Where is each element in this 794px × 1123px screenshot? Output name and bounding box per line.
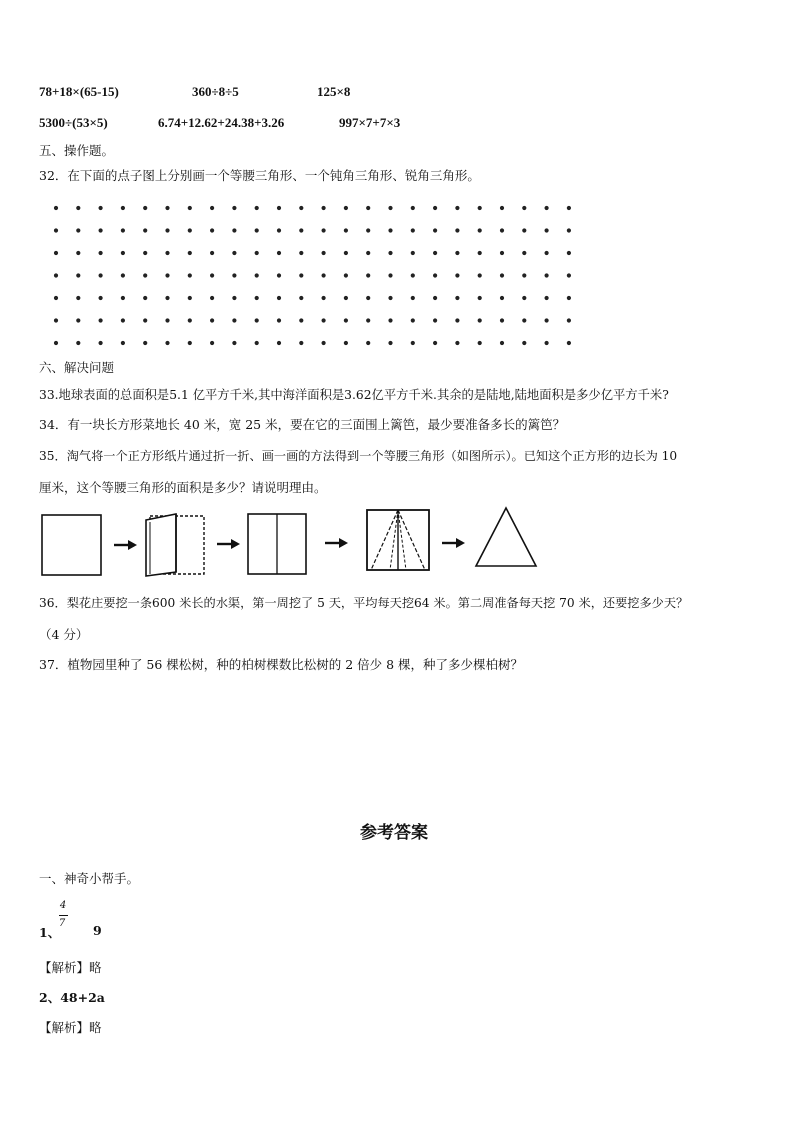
- question-35-line-1: 35．淘气将一个正方形纸片通过折一折、画一画的方法得到一个等腰三角形（如图所示）。已知这个正方形的边长为 10: [39, 449, 678, 463]
- grid-dot: [545, 251, 549, 255]
- grid-dot: [344, 296, 348, 300]
- grid-dot: [165, 273, 169, 277]
- grid-dot: [366, 318, 370, 322]
- grid-dot: [54, 251, 58, 255]
- grid-dot: [478, 273, 482, 277]
- grid-dot: [121, 318, 125, 322]
- grid-dot: [76, 296, 80, 300]
- grid-dot: [299, 273, 303, 277]
- grid-dot: [388, 318, 392, 322]
- grid-dot: [322, 318, 326, 322]
- grid-dot: [366, 296, 370, 300]
- grid-dot: [299, 206, 303, 210]
- grid-dot: [232, 273, 236, 277]
- grid-dot: [54, 228, 58, 232]
- grid-dot: [255, 273, 259, 277]
- grid-dot: [411, 341, 415, 345]
- grid-dot: [455, 341, 459, 345]
- fraction-bar: [59, 915, 68, 916]
- grid-dot: [188, 296, 192, 300]
- grid-dot: [299, 296, 303, 300]
- grid-dot: [165, 318, 169, 322]
- grid-dot: [121, 296, 125, 300]
- grid-dot: [210, 341, 214, 345]
- grid-dot: [299, 318, 303, 322]
- grid-dot: [54, 341, 58, 345]
- arrow-icon: [442, 538, 465, 548]
- grid-dot: [143, 228, 147, 232]
- grid-dot: [411, 228, 415, 232]
- grid-dot: [522, 273, 526, 277]
- grid-dot: [455, 206, 459, 210]
- grid-dot: [478, 228, 482, 232]
- grid-dot: [188, 341, 192, 345]
- grid-dot: [76, 341, 80, 345]
- grid-dot: [143, 341, 147, 345]
- grid-dot: [344, 273, 348, 277]
- grid-dot: [210, 251, 214, 255]
- grid-dot: [433, 341, 437, 345]
- grid-dot: [76, 273, 80, 277]
- grid-dot: [165, 251, 169, 255]
- grid-dot: [567, 341, 571, 345]
- question-34: 34．有一块长方形菜地长 40 米，宽 25 米，要在它的三面围上篱笆，最少要准备多长的篱笆？: [39, 417, 566, 432]
- grid-dot: [277, 228, 281, 232]
- grid-dot: [455, 251, 459, 255]
- calc-item-1: 78+18×(65-15): [39, 84, 119, 99]
- grid-dot: [188, 228, 192, 232]
- section-heading-solve: 六、解决问题: [39, 360, 115, 375]
- grid-dot: [433, 273, 437, 277]
- arrow-icon: [217, 539, 240, 549]
- grid-dot: [500, 318, 504, 322]
- grid-dot: [232, 318, 236, 322]
- grid-dot: [388, 273, 392, 277]
- calc-item-2: 360÷8÷5: [192, 84, 239, 99]
- grid-dot: [344, 318, 348, 322]
- grid-dot: [455, 318, 459, 322]
- grid-dot: [121, 341, 125, 345]
- grid-dot: [567, 228, 571, 232]
- question-32: 32．在下面的点子图上分别画一个等腰三角形、一个钝角三角形、锐角三角形。: [39, 168, 480, 183]
- grid-dot: [478, 318, 482, 322]
- grid-dot: [500, 251, 504, 255]
- grid-dot: [299, 341, 303, 345]
- arrow-icon: [114, 540, 137, 550]
- grid-dot: [188, 318, 192, 322]
- grid-dot: [322, 273, 326, 277]
- grid-dot: [165, 206, 169, 210]
- grid-dot: [411, 251, 415, 255]
- grid-dot: [143, 273, 147, 277]
- grid-dot: [411, 273, 415, 277]
- grid-dot: [567, 318, 571, 322]
- question-33: 33.地球表面的总面积是5.1 亿平方千米,其中海洋面积是3.62亿平方千米.其余的是陆地,陆地面积是多少亿平方千米?: [39, 388, 669, 402]
- grid-dot: [277, 341, 281, 345]
- grid-dot: [433, 296, 437, 300]
- grid-dot: [411, 296, 415, 300]
- grid-dot: [522, 228, 526, 232]
- grid-dot: [121, 251, 125, 255]
- answer-1-value: 9: [93, 923, 102, 938]
- grid-dot: [277, 251, 281, 255]
- grid-dot: [54, 206, 58, 210]
- grid-dot: [188, 206, 192, 210]
- grid-dot: [210, 228, 214, 232]
- square-paper: [42, 515, 101, 575]
- grid-dot: [232, 206, 236, 210]
- grid-dot: [76, 228, 80, 232]
- grid-dot: [76, 206, 80, 210]
- answer-section-1: 一、神奇小帮手。: [39, 871, 140, 886]
- grid-dot: [433, 318, 437, 322]
- answers-title: 参考答案: [360, 823, 428, 843]
- answer-1-explanation: 【解析】略: [39, 960, 102, 975]
- grid-dot: [143, 251, 147, 255]
- grid-dot: [99, 228, 103, 232]
- grid-dot: [545, 318, 549, 322]
- grid-dot: [366, 228, 370, 232]
- grid-dot: [255, 318, 259, 322]
- grid-dot: [545, 273, 549, 277]
- grid-dot: [277, 296, 281, 300]
- grid-dot: [522, 296, 526, 300]
- grid-dot: [322, 228, 326, 232]
- grid-dot: [478, 296, 482, 300]
- grid-dot: [344, 251, 348, 255]
- calc-item-6: 997×7+7×3: [339, 115, 401, 130]
- grid-dot: [121, 273, 125, 277]
- fraction-denominator: 7: [58, 918, 66, 929]
- grid-dot: [500, 206, 504, 210]
- grid-dot: [433, 206, 437, 210]
- grid-dot: [545, 296, 549, 300]
- grid-dot: [545, 206, 549, 210]
- grid-dot: [366, 341, 370, 345]
- paper-with-triangle: [367, 510, 429, 570]
- grid-dot: [388, 228, 392, 232]
- grid-dot: [366, 206, 370, 210]
- fraction-numerator: 4: [59, 900, 67, 911]
- grid-dot: [232, 341, 236, 345]
- grid-dot: [411, 206, 415, 210]
- grid-dot: [210, 318, 214, 322]
- answer-2-explanation: 【解析】略: [39, 1020, 102, 1035]
- grid-dot: [255, 341, 259, 345]
- grid-dot: [500, 296, 504, 300]
- grid-dot: [388, 296, 392, 300]
- question-35-line-2: 厘米，这个等腰三角形的面积是多少？请说明理由。: [39, 480, 327, 495]
- grid-dot: [567, 206, 571, 210]
- grid-dot: [54, 296, 58, 300]
- grid-dot: [344, 228, 348, 232]
- question-36-line-2: （4 分）: [39, 627, 89, 642]
- grid-dot: [500, 341, 504, 345]
- grid-dot: [455, 228, 459, 232]
- grid-dot: [478, 206, 482, 210]
- folding-paper: [146, 514, 204, 576]
- calc-item-5: 6.74+12.62+24.38+3.26: [158, 115, 285, 130]
- grid-dot: [344, 341, 348, 345]
- grid-dot: [545, 341, 549, 345]
- grid-dot: [455, 273, 459, 277]
- grid-dot: [322, 206, 326, 210]
- grid-dot: [210, 206, 214, 210]
- grid-dot: [188, 251, 192, 255]
- grid-dot: [567, 273, 571, 277]
- folding-figure: [0, 500, 794, 585]
- arrow-icon: [325, 538, 348, 548]
- grid-dot: [567, 251, 571, 255]
- isosceles-triangle: [476, 508, 536, 566]
- grid-dot: [165, 341, 169, 345]
- grid-dot: [76, 251, 80, 255]
- question-36-line-1: 36．梨花庄要挖一条600 米长的水渠，第一周挖了 5 天，平均每天挖64 米。第二周准备每天挖 70 米，还要挖多少天？: [39, 596, 689, 610]
- grid-dot: [545, 228, 549, 232]
- grid-dot: [433, 228, 437, 232]
- grid-dot: [232, 228, 236, 232]
- grid-dot: [255, 251, 259, 255]
- grid-dot: [478, 251, 482, 255]
- grid-dot: [388, 251, 392, 255]
- grid-dot: [277, 318, 281, 322]
- grid-dot: [54, 273, 58, 277]
- grid-dot: [121, 206, 125, 210]
- grid-dot: [76, 318, 80, 322]
- creased-paper: [248, 514, 306, 574]
- grid-dot: [567, 296, 571, 300]
- grid-dot: [255, 296, 259, 300]
- grid-dot: [99, 251, 103, 255]
- grid-dot: [388, 341, 392, 345]
- grid-dot: [455, 296, 459, 300]
- grid-dot: [388, 206, 392, 210]
- grid-dot: [522, 318, 526, 322]
- grid-dot: [433, 251, 437, 255]
- grid-dot: [143, 206, 147, 210]
- grid-dot: [500, 228, 504, 232]
- calc-item-4: 5300÷(53×5): [39, 115, 108, 130]
- grid-dot: [232, 296, 236, 300]
- grid-dot: [277, 273, 281, 277]
- grid-dot: [165, 228, 169, 232]
- grid-dot: [255, 228, 259, 232]
- grid-dot: [366, 251, 370, 255]
- grid-dot: [232, 251, 236, 255]
- grid-dot: [522, 251, 526, 255]
- grid-dot: [121, 228, 125, 232]
- grid-dot: [478, 341, 482, 345]
- answer-2: 2、48+2a: [39, 990, 105, 1005]
- grid-dot: [500, 273, 504, 277]
- grid-dot: [411, 318, 415, 322]
- grid-dot: [522, 206, 526, 210]
- grid-dot: [99, 273, 103, 277]
- grid-dot: [165, 296, 169, 300]
- grid-dot: [277, 206, 281, 210]
- grid-dot: [99, 296, 103, 300]
- grid-dot: [99, 341, 103, 345]
- grid-dot: [299, 251, 303, 255]
- grid-dot: [255, 206, 259, 210]
- grid-dot: [322, 341, 326, 345]
- grid-dot: [322, 251, 326, 255]
- grid-dot: [99, 318, 103, 322]
- grid-dot: [299, 228, 303, 232]
- dot-grid: [0, 0, 794, 360]
- section-heading-operation: 五、操作题。: [39, 143, 115, 158]
- question-37: 37．植物园里种了 56 棵松树，种的柏树棵数比松树的 2 倍少 8 棵，种了多少棵柏树？: [39, 657, 524, 672]
- answer-1-number: 1、: [39, 925, 61, 940]
- grid-dot: [344, 206, 348, 210]
- grid-dot: [143, 296, 147, 300]
- grid-dot: [322, 296, 326, 300]
- grid-dot: [99, 206, 103, 210]
- grid-dot: [143, 318, 147, 322]
- grid-dot: [210, 296, 214, 300]
- grid-dot: [188, 273, 192, 277]
- grid-dot: [54, 318, 58, 322]
- grid-dot: [210, 273, 214, 277]
- grid-dot: [366, 273, 370, 277]
- calc-item-3: 125×8: [317, 84, 351, 99]
- grid-dot: [522, 341, 526, 345]
